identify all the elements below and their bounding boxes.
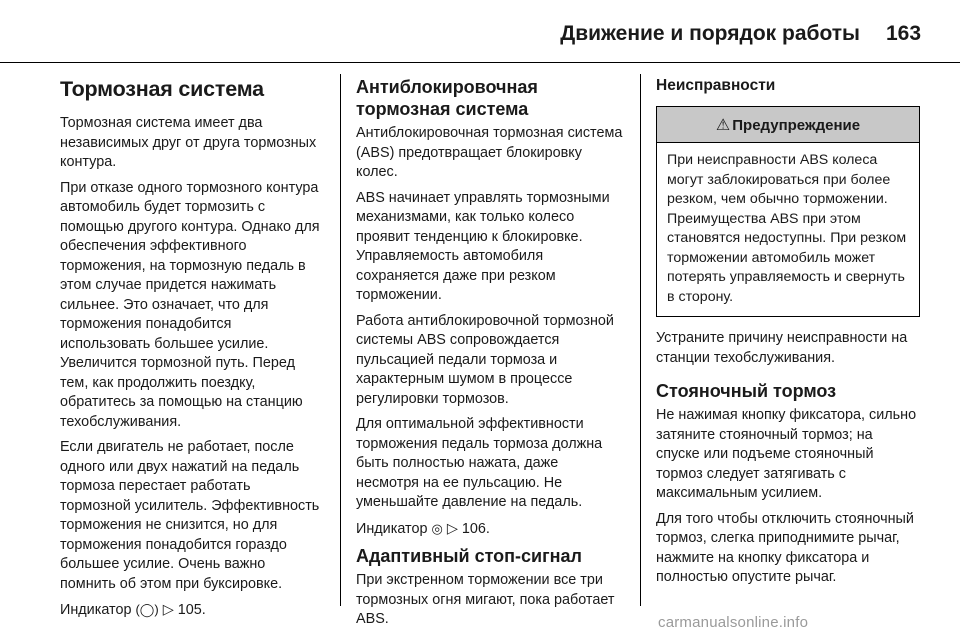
section-heading-faults: Неисправности bbox=[656, 77, 776, 94]
paragraph: Работа антиблокировочной тормозной системы ABS сопровождается пульсацией педали тормоза и характерным шумом в процессе регулировки тормозов. bbox=[356, 312, 614, 407]
paragraph: При экстренном торможении все три тормозных огня мигают, пока работает ABS. bbox=[356, 572, 615, 627]
warning-text: При неисправности ABS колеса могут заблокироваться при более резком, чем обычно торможении. Преимущества ABS при этом становятся недоступны. При резком торможении автомобиль может потерять управляемость и свернуть в сторону. bbox=[667, 152, 907, 305]
paragraph: При отказе одного тормозного контура автомобиль будет тормозить с помощью другого контура. Однако для обеспечения эффективного торможения, на тормозную педаль в этом случае придется нажимать сильнее. Это означает, что для торможения понадобится использовать большее усилие. Увеличится тормозной путь. Перед тем, как продолжить поездку, обратитесь за помощью на станцию техобслуживания. bbox=[60, 179, 320, 430]
paragraph: Для того чтобы отключить стояночный тормоз, слегка приподнимите рычаг, нажмите на кнопку фиксатора и полностью опустите рычаг. bbox=[656, 510, 914, 585]
warning-box bbox=[656, 106, 920, 317]
paragraph: Если двигатель не работает, после одного или двух нажатий на педаль тормоза перестает работать тормозной усилитель. Эффективность торможения не снизится, но для торможения понадобится гораздо большее усилие. Очень важно помнить об этом при буксировке. bbox=[60, 439, 320, 592]
section-heading-abs: Антиблокировочная тормозная система bbox=[356, 77, 538, 119]
running-header-title: Движение и порядок работы bbox=[560, 22, 860, 45]
column-2 bbox=[356, 76, 624, 636]
brake-warning-icon: (◯) bbox=[135, 602, 159, 617]
indicator-label: Индикатор bbox=[60, 602, 132, 618]
paragraph: Тормозная система имеет два независимых друг от друга тормозных контура. bbox=[60, 115, 317, 170]
indicator-reference bbox=[60, 600, 324, 621]
page-ref-arrow-icon: ▷ bbox=[446, 520, 458, 537]
page-ref-arrow-icon: ▷ bbox=[162, 602, 174, 618]
column-1 bbox=[60, 76, 324, 627]
paragraph: Антиблокировочная тормозная система (ABS) предотвращает блокировку колес. bbox=[356, 125, 623, 180]
column-divider-1 bbox=[340, 74, 341, 606]
paragraph: Для оптимальной эффективности торможения педаль тормоза должна быть полностью нажата, даже несмотря на ее пульсацию. Не уменьшайте давление на педаль. bbox=[356, 416, 603, 510]
watermark: carmanualsonline.info bbox=[658, 614, 809, 631]
header-rule bbox=[0, 62, 960, 63]
section-heading-brake-system: Тормозная система bbox=[60, 77, 264, 101]
abs-icon: ◎ bbox=[431, 520, 443, 536]
column-3 bbox=[656, 76, 920, 594]
indicator-label: Индикатор bbox=[356, 520, 428, 537]
paragraph: ABS начинает управлять тормозными механизмами, как только колесо проявит тенденцию к блокировке. Управляемость автомобиля сохраняется даже при резком торможении. bbox=[356, 189, 610, 303]
subsection-heading-parking-brake: Стояночный тормоз bbox=[656, 381, 837, 401]
warning-title: Предупреждение bbox=[732, 117, 861, 134]
indicator-page-ref: 105. bbox=[177, 602, 206, 618]
indicator-page-ref: 106. bbox=[461, 520, 490, 537]
warning-triangle-icon: ⚠ bbox=[715, 117, 731, 134]
paragraph: Устраните причину неисправности на станции техобслуживания. bbox=[656, 330, 908, 366]
subsection-heading-adaptive-brake-light: Адаптивный стоп-сигнал bbox=[356, 546, 582, 566]
warning-header bbox=[657, 107, 919, 143]
paragraph: Не нажимая кнопку фиксатора, сильно затяните стояночный тормоз; на спуске или подъеме стояночный тормоз следует затягивать с максимальным усилием. bbox=[656, 407, 917, 501]
column-divider-2 bbox=[640, 74, 641, 606]
indicator-reference bbox=[356, 519, 624, 540]
page-number: 163 bbox=[886, 22, 922, 45]
